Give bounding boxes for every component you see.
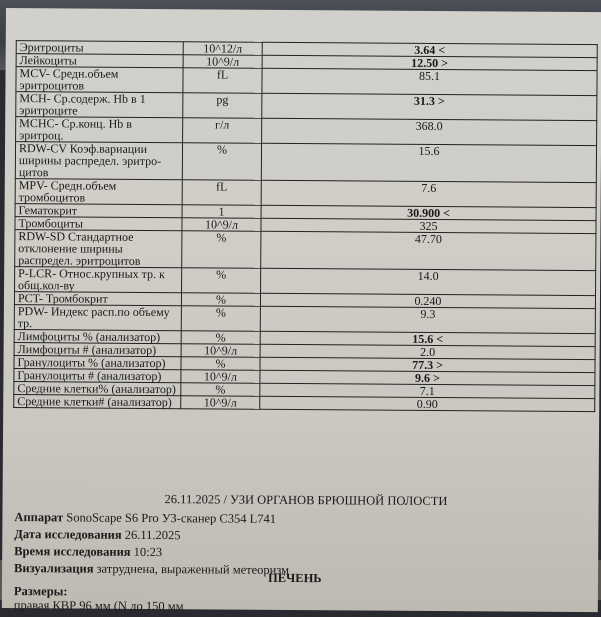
test-value: 9.3 [260,306,595,333]
test-unit: % [181,293,260,307]
test-unit: г/л [183,118,262,144]
visualization-line [14,561,289,578]
test-name: Лимфоциты # (анализатор) [14,343,181,357]
test-unit: % [181,357,260,371]
test-name: PCT- Тромбокрит [14,292,181,306]
test-unit: % [182,268,261,294]
visualization-value: затруднена, выраженный метеоризм [96,561,290,577]
date-label: Дата исследования [14,527,122,542]
device-line [14,510,276,527]
test-value: 2.0 [260,344,595,359]
table-row [15,142,596,183]
test-value: 325 [261,218,596,233]
test-value: 0.240 [260,293,595,308]
test-name: Эритроциты [16,41,183,55]
test-value: 47.70 [261,231,596,270]
test-value: 77.3 > [260,357,595,372]
lab-report-sheet [2,8,601,612]
test-unit: % [182,231,261,269]
test-value: 85.1 [262,68,597,95]
test-name: Тромбоциты [15,217,182,231]
test-value: 7.1 [260,383,595,398]
test-unit: pg [183,93,262,119]
time-line [14,544,162,560]
section-title: 26.11.2025 / УЗИ ОРГАНОВ БРЮШНОЙ ПОЛОСТИ [164,492,448,509]
test-name: MPV- Средн.объем тромбоцитов [15,179,182,205]
test-unit: 10^9/л [181,396,260,410]
test-unit: fL [183,68,262,94]
test-value: 14.0 [261,268,596,295]
test-value: 0.90 [260,396,595,411]
test-value: 368.0 [262,118,597,145]
test-name: P-LCR- Относ.крупных тр. к общ.кол-ву [15,267,182,293]
test-name: Гранулоциты # (анализатор) [14,369,181,383]
test-name: Лимфоциты % (анализатор) [14,330,181,344]
time-value: 10:23 [133,544,163,560]
test-value: 15.6 < [260,331,595,346]
device-label: Аппарат [14,510,64,525]
test-unit: 10^9/л [181,344,260,358]
test-name: Гематокрит [15,204,182,218]
test-unit: fL [182,180,261,206]
test-name: MCH- Ср.содерж. Hb в 1 эритроците [16,92,183,118]
blood-test-table [13,40,598,412]
test-unit: % [182,143,261,181]
test-value: 7.6 [261,180,596,207]
test-value: 30.900 < [261,205,596,220]
visualization-label: Визуализация [14,561,94,576]
date-value: 26.11.2025 [124,527,181,543]
test-value: 15.6 [261,143,596,182]
test-name: MCV- Средн.объем эритроцитов [16,67,183,93]
test-value: 12.50 > [262,55,597,70]
table-row [15,230,596,271]
time-label: Время исследования [14,544,131,559]
liver-heading: ПЕЧЕНЬ [267,570,322,586]
test-name: MCHC- Ср.конц. Hb в эритроц. [16,117,183,143]
table-row [14,395,595,412]
sizes-label: Размеры: [13,584,68,599]
test-name: Средние клетки# (анализатор) [14,395,181,409]
test-unit: 10^12/л [183,42,262,56]
date-line [14,527,180,543]
test-unit: 10^9/л [182,218,261,232]
test-name: Средние клетки% (анализатор) [14,382,181,396]
device-value: SonoScape S6 Pro УЗ-сканер C354 L741 [66,510,277,526]
test-unit: 10^9/л [183,55,262,69]
test-name: PDW- Индекс расп.по объему тр. [14,305,181,331]
test-value: 31.3 > [262,93,597,120]
test-value: 9.6 > [260,370,595,385]
test-unit: % [181,331,260,345]
test-unit: % [181,306,260,332]
test-name: Гранулоциты % (анализатор) [14,356,181,370]
test-value: 3.64 < [262,42,597,57]
sizes-value: правая КВР 96 мм (N до 150 мм [13,598,184,614]
test-unit: % [181,383,260,397]
test-unit: 1 [182,205,261,219]
test-unit: 10^9/л [181,370,260,384]
test-name: RDW-CV Коэф.вариации ширины распредел. эритро- цитов [15,142,182,180]
test-name: RDW-SD Стандартное отклонение ширины распредел. эритроцитов [15,230,182,268]
test-name: Лейкоциты [16,54,183,68]
